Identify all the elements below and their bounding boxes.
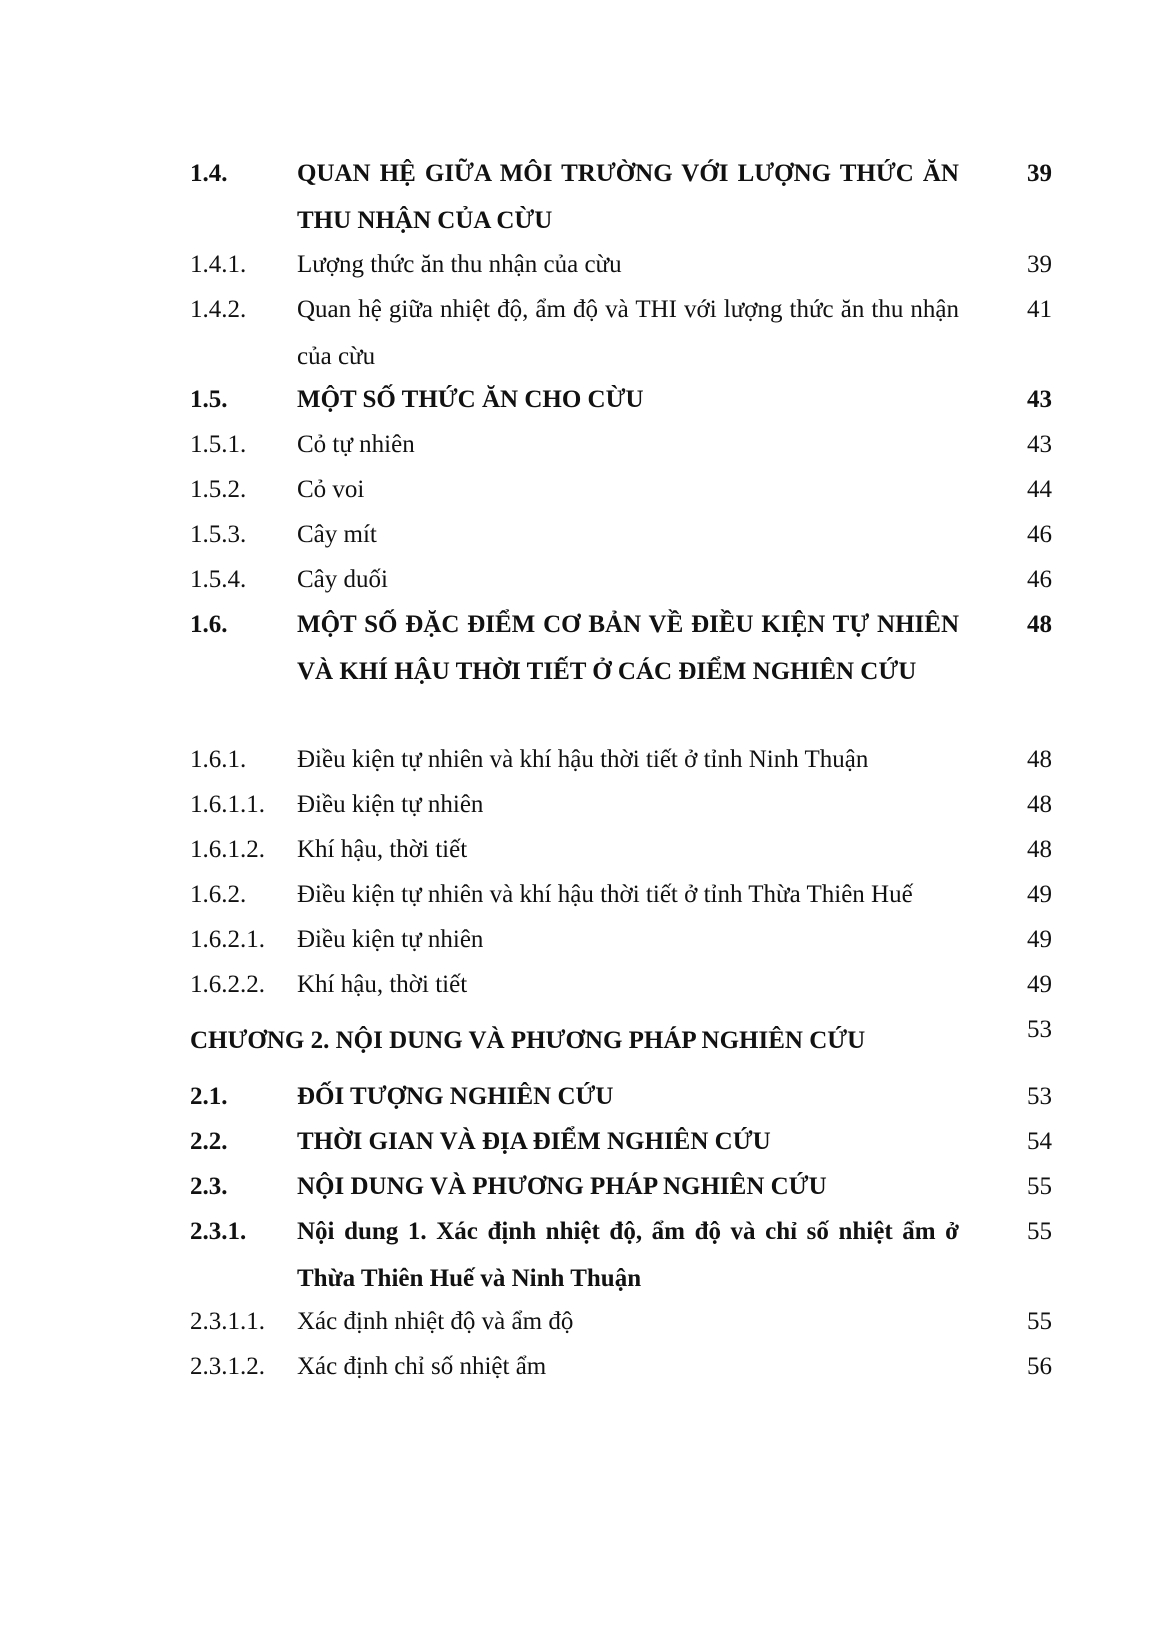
toc-entry-title: Điều kiện tự nhiên và khí hậu thời tiết ở tỉnh Ninh Thuận — [297, 746, 869, 773]
toc-entry-page: 49 — [1027, 926, 1052, 953]
toc-entry-title: Xác định chỉ số nhiệt ẩm — [297, 1353, 547, 1380]
toc-entry-page: 39 — [1027, 251, 1052, 278]
toc-entry-page: 53 — [1027, 1016, 1052, 1043]
toc-entry-number: 2.1. — [190, 1083, 228, 1110]
toc-entry-page: 49 — [1027, 971, 1052, 998]
toc-entry-title: Nội dung 1. Xác định nhiệt độ, ẩm độ và chỉ số nhiệt ẩm ở Thừa Thiên Huế và Ninh Thuận — [297, 1218, 959, 1292]
toc-entry-number: 1.6.1.1. — [190, 791, 265, 818]
toc-entry-title: Xác định nhiệt độ và ẩm độ — [297, 1308, 574, 1335]
toc-entry-title: MỘT SỐ ĐẶC ĐIỂM CƠ BẢN VỀ ĐIỀU KIỆN TỰ NHIÊN VÀ KHÍ HẬU THỜI TIẾT Ở CÁC ĐIỂM NGHIÊN CỨU — [297, 611, 959, 685]
toc-entry-number: 1.5.2. — [190, 476, 247, 503]
toc-entry-number: 2.3. — [190, 1173, 228, 1200]
toc-entry-title: QUAN HỆ GIỮA MÔI TRƯỜNG VỚI LƯỢNG THỨC ĂN THU NHẬN CỦA CỪU — [297, 160, 959, 234]
toc-entry-page: 41 — [1027, 296, 1052, 323]
toc-chapter-title: CHƯƠNG 2. NỘI DUNG VÀ PHƯƠNG PHÁP NGHIÊN CỨU — [190, 1027, 866, 1054]
toc-entry-page: 53 — [1027, 1083, 1052, 1110]
toc-entry-number: 1.6.1. — [190, 746, 247, 773]
toc-entry-page: 46 — [1027, 521, 1052, 548]
toc-entry-page: 55 — [1027, 1308, 1052, 1335]
toc-entry-page: 49 — [1027, 881, 1052, 908]
toc-entry-title: Điều kiện tự nhiên và khí hậu thời tiết ở tỉnh Thừa Thiên Huế — [297, 881, 913, 908]
toc-entry-page: 48 — [1027, 791, 1052, 818]
toc-entry-title: ĐỐI TƯỢNG NGHIÊN CỨU — [297, 1083, 614, 1110]
toc-entry-number: 1.6.2.2. — [190, 971, 265, 998]
toc-entry-number: 1.6. — [190, 611, 228, 638]
toc-entry-number: 1.4.2. — [190, 296, 247, 323]
toc-entry-page: 43 — [1027, 386, 1052, 413]
toc-entry-number: 1.5. — [190, 386, 228, 413]
toc-entry-title: Lượng thức ăn thu nhận của cừu — [297, 251, 622, 278]
toc-entry-title: THỜI GIAN VÀ ĐỊA ĐIỂM NGHIÊN CỨU — [297, 1128, 771, 1155]
toc-entry-title: NỘI DUNG VÀ PHƯƠNG PHÁP NGHIÊN CỨU — [297, 1173, 827, 1200]
toc-entry-title: Cỏ tự nhiên — [297, 431, 415, 458]
toc-entry-page: 48 — [1027, 746, 1052, 773]
toc-entry-number: 2.3.1.2. — [190, 1353, 265, 1380]
toc-entry-number: 2.3.1. — [190, 1218, 247, 1245]
toc-entry-number: 1.4.1. — [190, 251, 247, 278]
toc-entry-title: Khí hậu, thời tiết — [297, 971, 468, 998]
toc-entry-number: 2.3.1.1. — [190, 1308, 265, 1335]
toc-entry-title: Điều kiện tự nhiên — [297, 791, 484, 818]
toc-entry-number: 1.6.2. — [190, 881, 247, 908]
toc-entry-page: 48 — [1027, 836, 1052, 863]
toc-entry-page: 55 — [1027, 1218, 1052, 1245]
toc-entry-page: 44 — [1027, 476, 1052, 503]
toc-entry-title: Khí hậu, thời tiết — [297, 836, 468, 863]
toc-entry-page: 39 — [1027, 160, 1052, 187]
toc-entry-page: 55 — [1027, 1173, 1052, 1200]
toc-entry-number: 1.4. — [190, 160, 228, 187]
toc-entry-number: 1.5.3. — [190, 521, 247, 548]
toc-entry-number: 1.5.1. — [190, 431, 247, 458]
toc-entry-page: 54 — [1027, 1128, 1052, 1155]
toc-entry-page: 56 — [1027, 1353, 1052, 1380]
toc-entry-page: 46 — [1027, 566, 1052, 593]
toc-entry-page: 48 — [1027, 611, 1052, 638]
toc-entry-number: 1.6.2.1. — [190, 926, 265, 953]
toc-entry-title: Cây mít — [297, 521, 377, 548]
toc-entry-page: 43 — [1027, 431, 1052, 458]
toc-entry-title: Cây duối — [297, 566, 388, 593]
toc-entry-title: Cỏ voi — [297, 476, 365, 503]
toc-entry-title: Quan hệ giữa nhiệt độ, ẩm độ và THI với lượng thức ăn thu nhận của cừu — [297, 296, 959, 370]
toc-entry-number: 1.5.4. — [190, 566, 247, 593]
toc-entry-number: 1.6.1.2. — [190, 836, 265, 863]
toc-entry-title: Điều kiện tự nhiên — [297, 926, 484, 953]
toc-entry-number: 2.2. — [190, 1128, 228, 1155]
toc-entry-title: MỘT SỐ THỨC ĂN CHO CỪU — [297, 386, 644, 413]
